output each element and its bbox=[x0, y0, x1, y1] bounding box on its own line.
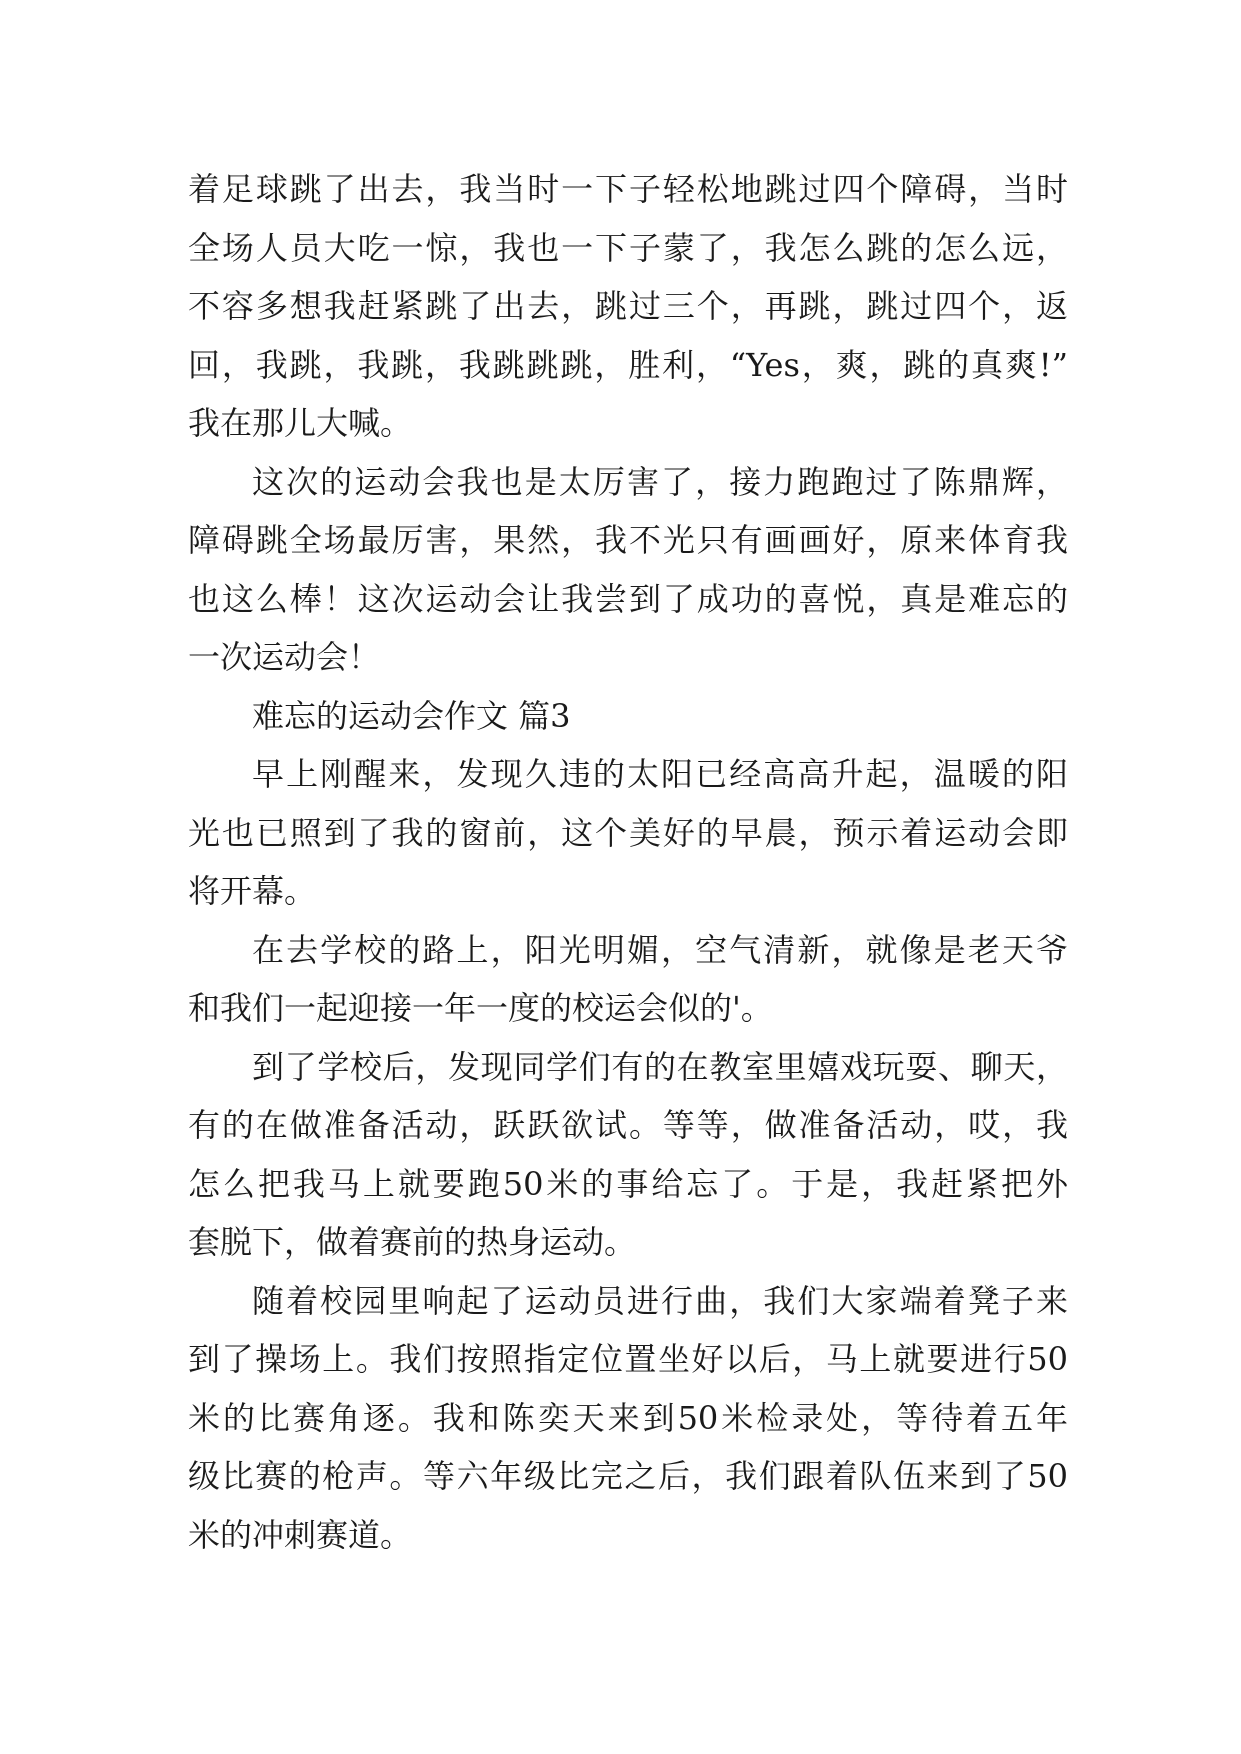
text-line: 着足球跳了出去，我当时一下子轻松地跳过四个障碍，当时 bbox=[188, 170, 1068, 208]
text-line: 全场人员大吃一惊，我也一下子蒙了，我怎么跳的怎么远， bbox=[188, 228, 1068, 267]
article-body bbox=[188, 160, 1068, 1564]
text-line: 我在那儿大喊。 bbox=[188, 404, 413, 442]
text-line: 不容多想我赶紧跳了出去，跳过三个，再跳，跳过四个，返 bbox=[188, 287, 1068, 325]
text-line: 级比赛的枪声。等六年级比完之后，我们跟着队伍来到了50 bbox=[188, 1457, 1068, 1495]
text-line: 障碍跳全场最厉害，果然，我不光只有画画好，原来体育我 bbox=[188, 521, 1068, 559]
text-line: 将开幕。 bbox=[188, 872, 317, 910]
text-line: 早上刚醒来，发现久违的太阳已经高高升起，温暖的阳 bbox=[252, 755, 1068, 793]
text-line: 有的在做准备活动，跃跃欲试。等等，做准备活动，哎，我 bbox=[188, 1106, 1068, 1144]
text-line: 回，我跳，我跳，我跳跳跳，胜利，“Yes，爽，跳的真爽!” bbox=[188, 345, 1068, 384]
text-line: 米的冲刺赛道。 bbox=[188, 1515, 413, 1554]
text-line: 一次运动会！ bbox=[188, 638, 381, 676]
text-line: 也这么棒！这次运动会让我尝到了成功的喜悦，真是难忘的 bbox=[188, 579, 1068, 618]
text-line: 套脱下，做着赛前的热身运动。 bbox=[188, 1223, 637, 1261]
text-line: 和我们一起迎接一年一度的校运会似的'。 bbox=[188, 989, 773, 1027]
text-line: 这次的运动会我也是太厉害了，接力跑跑过了陈鼎辉， bbox=[252, 462, 1068, 501]
text-line: 难忘的运动会作文 篇3 bbox=[252, 696, 571, 735]
text-line: 米的比赛角逐。我和陈奕天来到50米检录处，等待着五年 bbox=[188, 1398, 1068, 1437]
text-line: 到了学校后，发现同学们有的在教室里嬉戏玩耍、聊天， bbox=[252, 1047, 1068, 1086]
text-line: 在去学校的路上，阳光明媚，空气清新，就像是老天爷 bbox=[252, 930, 1068, 969]
text-line: 随着校园里响起了运动员进行曲，我们大家端着凳子来 bbox=[252, 1281, 1068, 1320]
text-line: 到了操场上。我们按照指定位置坐好以后，马上就要进行50 bbox=[188, 1340, 1068, 1378]
text-line: 光也已照到了我的窗前，这个美好的早晨，预示着运动会即 bbox=[188, 813, 1068, 852]
text-line: 怎么把我马上就要跑50米的事给忘了。于是，我赶紧把外 bbox=[188, 1164, 1068, 1203]
